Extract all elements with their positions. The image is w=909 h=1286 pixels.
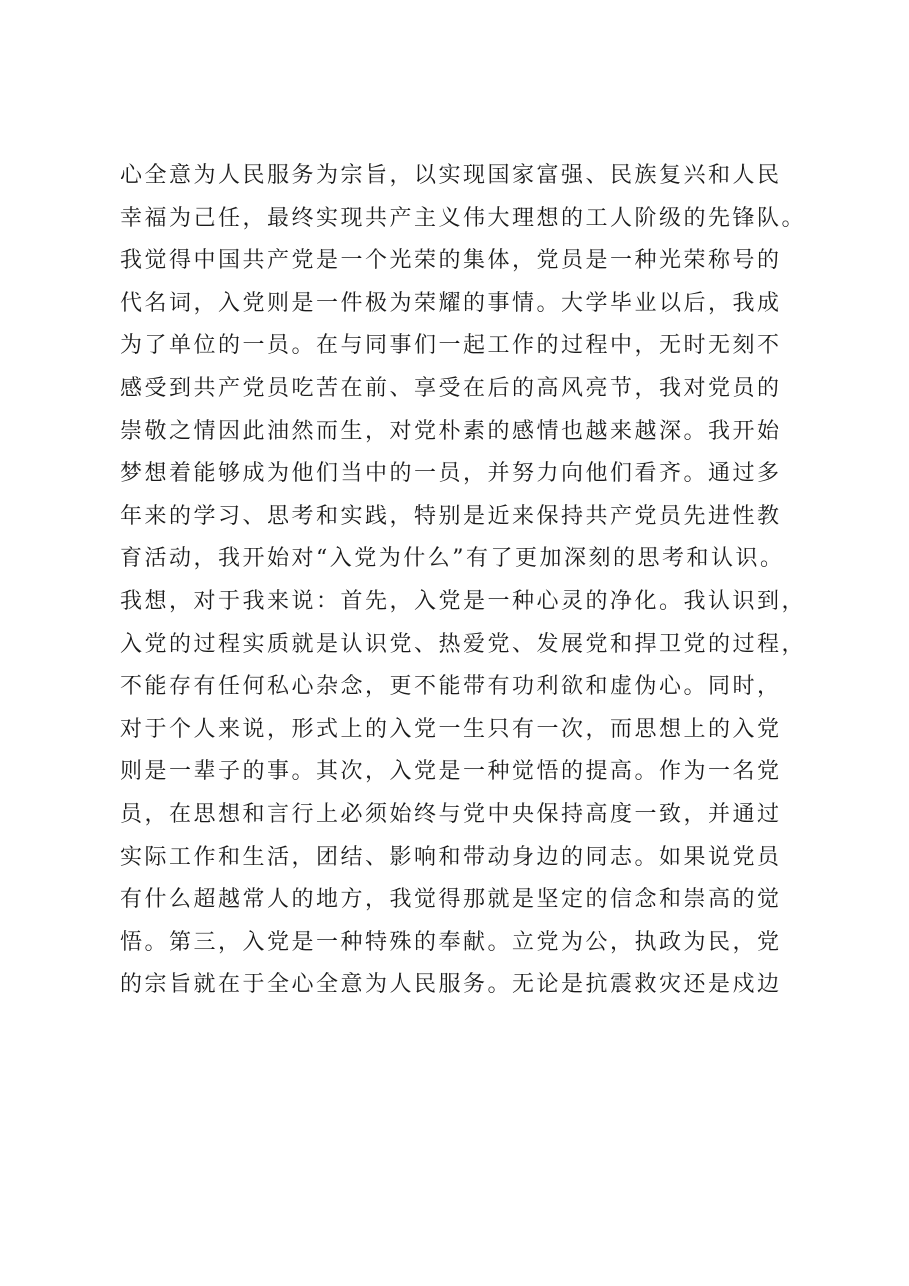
text-line: 有什么超越常人的地方，我觉得那就是坚定的信念和崇高的觉: [120, 887, 782, 913]
text-line: 我觉得中国共产党是一个光荣的集体，党员是一种光荣称号的: [120, 248, 782, 274]
text-line: 则是一辈子的事。其次，入党是一种觉悟的提高。作为一名党: [120, 759, 782, 785]
text-line: 为了单位的一员。在与同事们一起工作的过程中，无时无刻不: [120, 333, 782, 359]
text-line: 感受到共产党员吃苦在前、享受在后的高风亮节，我对党员的: [120, 375, 782, 401]
text-line: 崇敬之情因此油然而生，对党朴素的感情也越来越深。我开始: [120, 418, 782, 444]
text-line: 不能存有任何私心杂念，更不能带有功利欲和虚伪心。同时，: [120, 674, 782, 700]
text-line: 悟。第三，入党是一种特殊的奉献。立党为公，执政为民，党: [120, 929, 782, 955]
text-line: 幸福为己任，最终实现共产主义伟大理想的工人阶级的先锋队。: [120, 205, 807, 231]
text-line: 育活动，我开始对“入党为什么”有了更加深刻的思考和认识。: [120, 546, 785, 572]
text-line: 对于个人来说，形式上的入党一生只有一次，而思想上的入党: [120, 716, 782, 742]
text-line: 梦想着能够成为他们当中的一员，并努力向他们看齐。通过多: [120, 461, 782, 487]
body-text: [120, 155, 820, 1007]
text-line: 入党的过程实质就是认识党、热爱党、发展党和捍卫党的过程，: [120, 631, 807, 657]
text-line: 年来的学习、思考和实践，特别是近来保持共产党员先进性教: [120, 503, 782, 529]
text-line: 代名词，入党则是一件极为荣耀的事情。大学毕业以后，我成: [120, 290, 782, 316]
text-line: 我想，对于我来说：首先，入党是一种心灵的净化。我认识到，: [120, 588, 807, 614]
text-line: 心全意为人民服务为宗旨，以实现国家富强、民族复兴和人民: [120, 163, 782, 188]
text-line: 的宗旨就在于全心全意为人民服务。无论是抗震救灾还是戍边: [120, 972, 782, 998]
text-line: 实际工作和生活，团结、影响和带动身边的同志。如果说党员: [120, 844, 782, 870]
text-line: 员，在思想和言行上必须始终与党中央保持高度一致，并通过: [120, 801, 782, 827]
